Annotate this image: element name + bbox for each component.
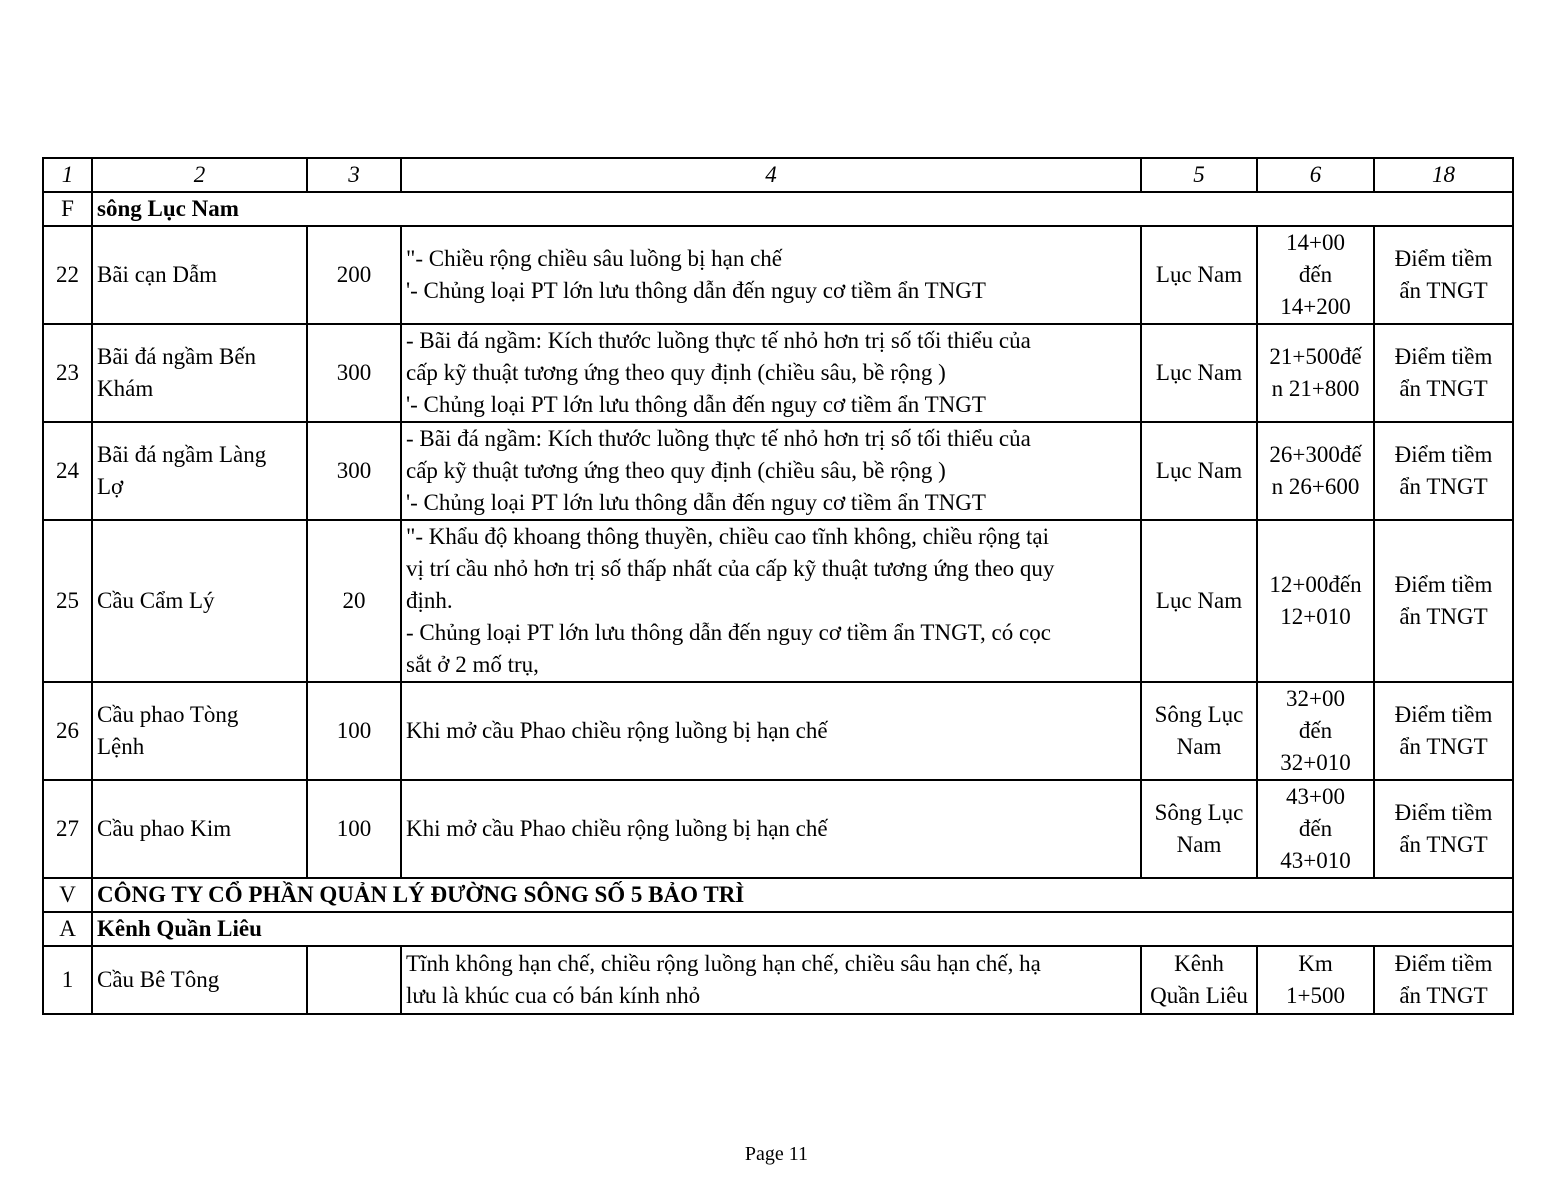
row-number: 1 — [43, 946, 92, 1014]
section-row-v — [43, 878, 1513, 912]
table-row — [43, 780, 1513, 878]
river-name: Sông Lục Nam — [1141, 682, 1257, 780]
km-range: 26+300đế n 26+600 — [1257, 422, 1374, 520]
river-name: Lục Nam — [1141, 226, 1257, 324]
hazard-type: Điểm tiềm ẩn TNGT — [1374, 946, 1513, 1014]
location-name: Cầu Cẩm Lý — [92, 520, 307, 682]
location-name: Bãi cạn Dẫm — [92, 226, 307, 324]
river-name: Lục Nam — [1141, 520, 1257, 682]
header-cell: 1 — [43, 158, 92, 192]
hazard-description: Khi mở cầu Phao chiều rộng luồng bị hạn chế — [401, 682, 1141, 780]
section-title: sông Lục Nam — [92, 192, 1513, 226]
length-value: 200 — [307, 226, 401, 324]
header-cell: 3 — [307, 158, 401, 192]
hazard-description: - Bãi đá ngầm: Kích thước luồng thực tế nhỏ hơn trị số tối thiểu của cấp kỹ thuật tương ứng theo quy định (chiều sâu, bề rộng ) '- Chủng loại PT lớn lưu thông dẫn đến nguy cơ tiềm ẩn TNGT — [401, 422, 1141, 520]
section-row-f — [43, 192, 1513, 226]
length-value: 100 — [307, 780, 401, 878]
river-name: Lục Nam — [1141, 324, 1257, 422]
location-name: Cầu Bê Tông — [92, 946, 307, 1014]
hazard-type: Điểm tiềm ẩn TNGT — [1374, 682, 1513, 780]
section-code: V — [43, 878, 92, 912]
table-row — [43, 226, 1513, 324]
river-name: Lục Nam — [1141, 422, 1257, 520]
header-cell: 4 — [401, 158, 1141, 192]
section-code: F — [43, 192, 92, 226]
length-value: 100 — [307, 682, 401, 780]
location-name: Bãi đá ngầm Làng Lợ — [92, 422, 307, 520]
hazard-description: "- Khẩu độ khoang thông thuyền, chiều cao tĩnh không, chiều rộng tại vị trí cầu nhỏ hơn trị số thấp nhất của cấp kỹ thuật tương ứng theo quy định. - Chủng loại PT lớn lưu thông dẫn đến nguy cơ tiềm ẩn TNGT, có cọc sắt ở 2 mố trụ, — [401, 520, 1141, 682]
location-name: Cầu phao Tòng Lệnh — [92, 682, 307, 780]
km-range: 21+500đế n 21+800 — [1257, 324, 1374, 422]
row-number: 25 — [43, 520, 92, 682]
km-range: Km 1+500 — [1257, 946, 1374, 1014]
header-cell: 5 — [1141, 158, 1257, 192]
hazard-type: Điểm tiềm ẩn TNGT — [1374, 780, 1513, 878]
table-row — [43, 422, 1513, 520]
row-number: 22 — [43, 226, 92, 324]
length-value: 300 — [307, 422, 401, 520]
km-range: 12+00đến 12+010 — [1257, 520, 1374, 682]
row-number: 27 — [43, 780, 92, 878]
hazard-description: Tĩnh không hạn chế, chiều rộng luồng hạn chế, chiều sâu hạn chế, hạ lưu là khúc cua có bán kính nhỏ — [401, 946, 1141, 1014]
km-range: 32+00 đến 32+010 — [1257, 682, 1374, 780]
hazard-description: "- Chiều rộng chiều sâu luồng bị hạn chế '- Chủng loại PT lớn lưu thông dẫn đến nguy cơ tiềm ẩn TNGT — [401, 226, 1141, 324]
hazard-type: Điểm tiềm ẩn TNGT — [1374, 324, 1513, 422]
section-row-a — [43, 912, 1513, 946]
hazard-type: Điểm tiềm ẩn TNGT — [1374, 422, 1513, 520]
header-cell: 6 — [1257, 158, 1374, 192]
hazard-type: Điểm tiềm ẩn TNGT — [1374, 226, 1513, 324]
hazard-table — [42, 157, 1514, 1015]
location-name: Bãi đá ngầm Bến Khám — [92, 324, 307, 422]
section-code: A — [43, 912, 92, 946]
hazard-type: Điểm tiềm ẩn TNGT — [1374, 520, 1513, 682]
table-row — [43, 324, 1513, 422]
river-name: Sông Lục Nam — [1141, 780, 1257, 878]
length-value: 300 — [307, 324, 401, 422]
row-number: 24 — [43, 422, 92, 520]
row-number: 26 — [43, 682, 92, 780]
hazard-description: - Bãi đá ngầm: Kích thước luồng thực tế nhỏ hơn trị số tối thiểu của cấp kỹ thuật tương ứng theo quy định (chiều sâu, bề rộng ) '- Chủng loại PT lớn lưu thông dẫn đến nguy cơ tiềm ẩn TNGT — [401, 324, 1141, 422]
section-title: Kênh Quần Liêu — [92, 912, 1513, 946]
table-row — [43, 682, 1513, 780]
header-cell: 2 — [92, 158, 307, 192]
column-number-header — [43, 158, 1513, 192]
table-row — [43, 520, 1513, 682]
section-title: CÔNG TY CỔ PHẦN QUẢN LÝ ĐƯỜNG SÔNG SỐ 5 BẢO TRÌ — [92, 878, 1513, 912]
header-cell: 18 — [1374, 158, 1513, 192]
length-value — [307, 946, 401, 1014]
km-range: 43+00 đến 43+010 — [1257, 780, 1374, 878]
hazard-description: Khi mở cầu Phao chiều rộng luồng bị hạn chế — [401, 780, 1141, 878]
length-value: 20 — [307, 520, 401, 682]
page-number: Page 11 — [744, 1143, 809, 1165]
location-name: Cầu phao Kim — [92, 780, 307, 878]
row-number: 23 — [43, 324, 92, 422]
river-name: Kênh Quần Liêu — [1141, 946, 1257, 1014]
km-range: 14+00 đến 14+200 — [1257, 226, 1374, 324]
table-row — [43, 946, 1513, 1014]
